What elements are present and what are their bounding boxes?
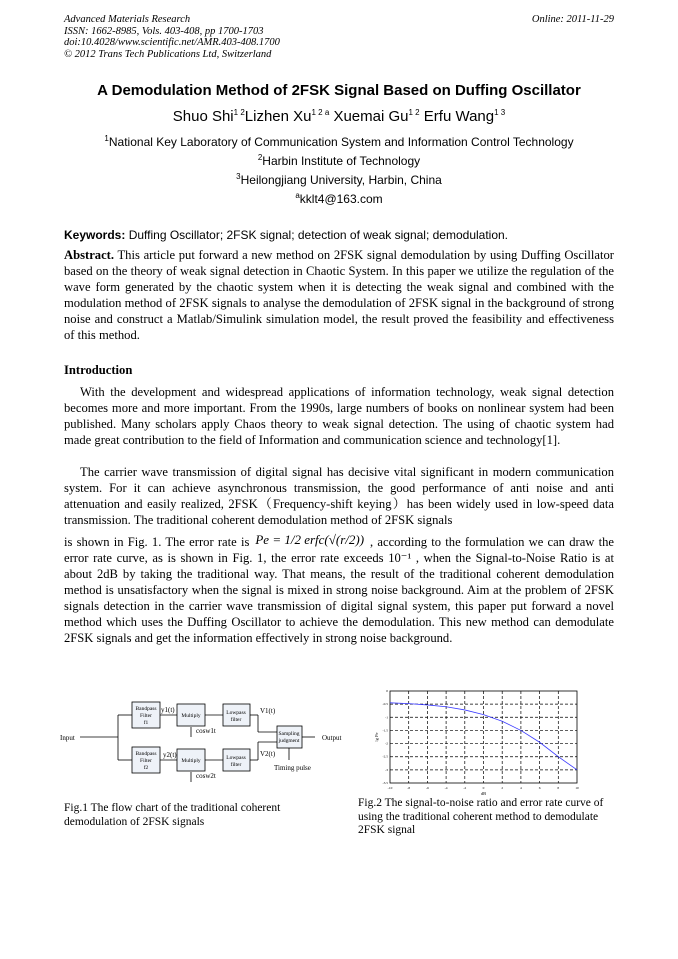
x-tick-label: -10 xyxy=(387,786,393,790)
y-tick-label: -3.5 xyxy=(382,781,388,785)
figure-2-chart xyxy=(370,688,590,796)
figure-1-caption: Fig.1 The flow chart of the traditional coherent demodulation of 2FSK signals xyxy=(64,802,281,828)
svg-text:cosw2t: cosw2t xyxy=(196,772,216,780)
header-line: ISSN: 1662-8985, Vols. 403-408, pp 1700-1703 xyxy=(64,25,264,37)
email: $^a$kklt4@163.com xyxy=(295,191,383,206)
svg-text:cosw1t: cosw1t xyxy=(196,727,216,735)
svg-text:f2: f2 xyxy=(143,765,149,771)
y-tick-label: -0.5 xyxy=(382,702,388,707)
paper-title: A Demodulation Method of 2FSK Signal Based on Duffing Oscillator xyxy=(97,82,581,99)
svg-text:judgment: judgment xyxy=(278,738,300,744)
y-tick-label: -1 xyxy=(385,715,388,720)
affiliation: $^3$Heilongjiang University, Harbin, China xyxy=(236,172,442,187)
paragraph-text: is shown in Fig. 1. The error rate is xyxy=(64,535,250,549)
svg-text:Filter: Filter xyxy=(140,713,152,719)
x-tick-label: 0 xyxy=(482,786,485,790)
x-tick-label: 6 xyxy=(538,786,541,790)
journal-header xyxy=(64,14,280,60)
svg-text:filter: filter xyxy=(230,717,242,723)
y-axis-label: lg Pe xyxy=(374,732,379,742)
affiliation: $^2$Harbin Institute of Technology xyxy=(257,153,421,168)
paragraph xyxy=(64,532,614,646)
svg-text:f1: f1 xyxy=(143,720,149,726)
y-tick-label: -3 xyxy=(385,767,388,772)
svg-text:Lowpass: Lowpass xyxy=(226,755,246,761)
y-tick-label: -2 xyxy=(385,741,388,746)
svg-text:V1(t): V1(t) xyxy=(260,707,276,715)
paragraph: With the development and widespread applications of information technology, weak signal detection becomes more and more important. From the 1990s, large numbers of books on nonlinear system had been published. Many scholars apply Chaos theory to weak signal detection. The using of chaotic system had made great contribution to the field of Information and communication science and technology[1]. xyxy=(64,385,614,447)
y-tick-label: -1.5 xyxy=(382,728,388,733)
svg-text:Timing pulse: Timing pulse xyxy=(274,764,311,772)
section-heading: Introduction xyxy=(64,363,133,377)
y-tick-label: 0 xyxy=(386,689,388,693)
author: Lizhen Xu xyxy=(244,108,312,125)
x-tick-label: -2 xyxy=(463,786,467,790)
paragraph-text: , according to the formulation we can draw the error rate curve, as is shown in Fig. 1, the error rate exceeds 10⁻¹ , when the Signal-to-Noise Ratio is at about 2dB by taking the traditional way. That means, the result of the traditional coherent demodulation method is unsatisfactory when the signal is mixed in strong noise background. Aim at the problem of 2FSK signals detection in the carrier wave transmission of digital signal system, this paper put forward a novel method which uses the Duffing Oscillator to achieve the demodulation. This new method can demodulate 2FSK signals and get the information effectively in strong noise background. xyxy=(64,535,614,645)
x-tick-label: 10 xyxy=(575,786,579,790)
header-line: © 2012 Trans Tech Publications Ltd, Switzerland xyxy=(64,48,272,60)
author: Shuo Shi xyxy=(172,108,234,125)
x-tick-label: -4 xyxy=(444,786,448,790)
svg-text:y2(t): y2(t) xyxy=(163,751,177,759)
x-tick-label: 4 xyxy=(520,786,522,790)
x-tick-label: 2 xyxy=(501,786,504,790)
x-tick-label: -6 xyxy=(425,786,429,790)
svg-text:Output: Output xyxy=(322,734,342,742)
author-sup: 1 2 xyxy=(233,108,245,117)
figure-2-caption: Fig.2 The signal-to-noise ratio and error rate curve of using the traditional coherent method to demodulate 2FSK signal xyxy=(358,797,604,836)
svg-text:Multiply: Multiply xyxy=(181,713,201,719)
svg-text:filter: filter xyxy=(230,762,242,768)
svg-text:Bandpass: Bandpass xyxy=(135,751,157,757)
svg-text:Bandpass: Bandpass xyxy=(135,706,157,712)
paragraph: The carrier wave transmission of digital signal has decisive vital significant in modern communication system. For it can achieve asynchronous transmission, the good performance of anti noise and anti attenuation and easily realized, 2FSK（Frequency-shift keying）has been widely used in low-speed data transmission. The traditional coherent demodulation method of 2FSK signals xyxy=(64,465,614,527)
author: Erfu Wang xyxy=(423,108,495,125)
authors xyxy=(0,108,678,125)
author-sup: 1 2 xyxy=(408,108,420,117)
abstract: Abstract. This article put forward a new method on 2FSK signal demodulation by using Duffing Oscillator based on the theory of weak signal detection in Chaotic System. In this paper we utilize the regulation of the wave form generated by the chaotic system when it is detecting the weak signal and combined with the modulation method of 2FSK signals to analyse the demodulation of 2FSK signal in the background of strong noise and construct a Matlab/Simulink simulation model, the result proved the feasibility and effectiveness of this method. xyxy=(64,248,614,342)
x-tick-label: 8 xyxy=(557,786,560,790)
keywords: Keywords: Duffing Oscillator; 2FSK signal; detection of weak signal; demodulation. xyxy=(64,228,509,242)
affiliation: $^1$National Key Laboratory of Communication System and Information Control Technology xyxy=(104,134,574,149)
x-axis-label: dB xyxy=(480,791,487,796)
author-sup: 1 3 xyxy=(494,108,506,117)
header-line: Advanced Materials Research xyxy=(64,14,191,25)
author: Xuemai Gu xyxy=(333,108,409,125)
svg-text:Sampling: Sampling xyxy=(278,731,300,737)
svg-text:Filter: Filter xyxy=(140,758,152,764)
y-tick-label: -2.5 xyxy=(382,754,388,759)
header-line: doi:10.4028/www.scientific.net/AMR.403-408.1700 xyxy=(64,37,280,48)
author-sup: 1 2 a xyxy=(311,108,330,117)
svg-text:Multiply: Multiply xyxy=(181,758,201,764)
svg-text:Lowpass: Lowpass xyxy=(226,710,246,716)
svg-text:Input: Input xyxy=(60,734,75,742)
error-rate-formula: Pe = 1/2 erfc(√(r/2)) xyxy=(255,532,365,547)
x-tick-label: -8 xyxy=(407,786,411,790)
figure-1-flowchart xyxy=(60,690,350,790)
svg-text:V2(t): V2(t) xyxy=(260,750,276,758)
online-date: Online: 2011-11-29 xyxy=(531,14,614,25)
svg-text:y1(t): y1(t) xyxy=(161,706,175,714)
